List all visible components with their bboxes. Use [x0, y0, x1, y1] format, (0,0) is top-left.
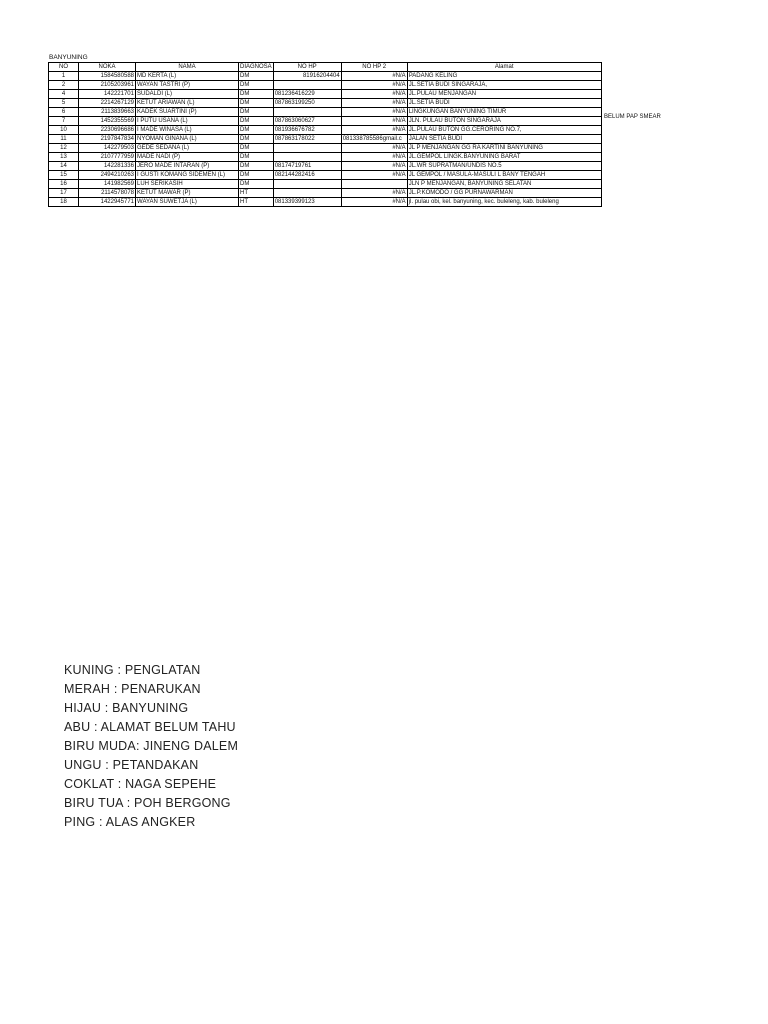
cell-hp2 — [341, 180, 407, 189]
cell-alamat: JLN P MENJANGAN, BANYUNING SELATAN — [407, 180, 601, 189]
cell-hp2: #N/A — [341, 162, 407, 171]
cell-no: 13 — [49, 153, 79, 162]
cell-diagnosa: DM — [239, 81, 274, 90]
cell-no: 12 — [49, 144, 79, 153]
cell-no: 16 — [49, 180, 79, 189]
cell-nama: MADE NADI (P) — [136, 153, 239, 162]
cell-no: 7 — [49, 117, 79, 126]
table-row — [49, 162, 602, 171]
cell-nama: KETUT MAWAR (P) — [136, 189, 239, 198]
table-row — [49, 72, 602, 81]
legend-item: COKLAT : NAGA SEPEHE — [64, 777, 217, 791]
cell-hp2: #N/A — [341, 198, 407, 207]
cell-noka: 1584580588 — [79, 72, 136, 81]
table-row — [49, 189, 602, 198]
cell-hp2: #N/A — [341, 171, 407, 180]
cell-diagnosa: DM — [239, 171, 274, 180]
cell-alamat: JL.PULAU MENJANGAN — [407, 90, 601, 99]
cell-hp2: #N/A — [341, 126, 407, 135]
legend-item: BIRU TUA : POH BERGONG — [64, 796, 231, 810]
cell-diagnosa: DM — [239, 162, 274, 171]
cell-nama: JERO MADE INTARAN (P) — [136, 162, 239, 171]
cell-noka: 2214267129 — [79, 99, 136, 108]
cell-hp2: 081338785586gmail.c — [341, 135, 407, 144]
cell-no: 2 — [49, 81, 79, 90]
table-row — [49, 144, 602, 153]
cell-alamat: JL.P.KOMODO / GG PURNAWARMAN — [407, 189, 601, 198]
legend-item: PING : ALAS ANGKER — [64, 815, 196, 829]
cell-hp2: #N/A — [341, 72, 407, 81]
cell-hp2: #N/A — [341, 189, 407, 198]
table-row — [49, 126, 602, 135]
cell-noka: 2107777959 — [79, 153, 136, 162]
color-legend — [64, 661, 238, 832]
cell-diagnosa: DM — [239, 126, 274, 135]
cell-no: 18 — [49, 198, 79, 207]
cell-diagnosa: DM — [239, 153, 274, 162]
cell-hp2: #N/A — [341, 99, 407, 108]
cell-hp: 081236416229 — [273, 90, 341, 99]
table-row — [49, 198, 602, 207]
cell-hp: 087863060627 — [273, 117, 341, 126]
cell-diagnosa: HT — [239, 198, 274, 207]
cell-diagnosa: DM — [239, 72, 274, 81]
cell-alamat: JL.PULAU BUTON GG.CERORING NO.7, — [407, 126, 601, 135]
table-row — [49, 99, 602, 108]
legend-item: UNGU : PETANDAKAN — [64, 758, 199, 772]
legend-item: ABU : ALAMAT BELUM TAHU — [64, 720, 236, 734]
cell-nama: GEDE SEDANA (L) — [136, 144, 239, 153]
cell-noka: 2105203961 — [79, 81, 136, 90]
cell-hp2: #N/A — [341, 117, 407, 126]
cell-noka: 2114578078 — [79, 189, 136, 198]
cell-hp: 081339399123 — [273, 198, 341, 207]
cell-alamat: JL.WR SUPRATMAN/UNDIS NO.5 — [407, 162, 601, 171]
legend-item: MERAH : PENARUKAN — [64, 682, 201, 696]
cell-nama: NYOMAN GINANA (L) — [136, 135, 239, 144]
cell-noka: 1422945771 — [79, 198, 136, 207]
sheet-title: BANYUNING — [49, 54, 88, 61]
table-row — [49, 171, 602, 180]
cell-alamat: jl. pulau obi, kel. banyuning, kec. buleleng, kab. buleleng — [407, 198, 601, 207]
cell-diagnosa: DM — [239, 135, 274, 144]
header-diagnosa: DIAGNOSA — [240, 64, 272, 70]
cell-nama: I MADE WINASA (L) — [136, 126, 239, 135]
cell-diagnosa: DM — [239, 180, 274, 189]
cell-diagnosa: DM — [239, 144, 274, 153]
cell-hp — [273, 81, 341, 90]
cell-nama: MD KERTA (L) — [136, 72, 239, 81]
header-no: NO — [49, 63, 79, 72]
cell-hp: 082144282416 — [273, 171, 341, 180]
cell-no: 17 — [49, 189, 79, 198]
cell-nama: SUDALDI (L) — [136, 90, 239, 99]
cell-noka: 2197847834 — [79, 135, 136, 144]
cell-no: 15 — [49, 171, 79, 180]
cell-hp2: #N/A — [341, 108, 407, 117]
cell-diagnosa: DM — [239, 99, 274, 108]
cell-no: 10 — [49, 126, 79, 135]
patient-table — [48, 62, 602, 207]
cell-no: 6 — [49, 108, 79, 117]
cell-hp2: #N/A — [341, 90, 407, 99]
table-row — [49, 108, 602, 117]
cell-diagnosa: DM — [239, 117, 274, 126]
cell-diagnosa: DM — [239, 90, 274, 99]
cell-hp — [273, 189, 341, 198]
cell-noka: 141982569 — [79, 180, 136, 189]
legend-item: BIRU MUDA: JINENG DALEM — [64, 739, 239, 753]
cell-nama: I PUTU USANA (L) — [136, 117, 239, 126]
cell-alamat: LINGKUNGAN BANYUNING TIMUR — [407, 108, 601, 117]
cell-hp — [273, 153, 341, 162]
cell-no: 11 — [49, 135, 79, 144]
header-no-hp-2: NO HP 2 — [341, 63, 407, 72]
cell-hp — [273, 108, 341, 117]
cell-no: 1 — [49, 72, 79, 81]
table-row — [49, 180, 602, 189]
cell-hp — [273, 144, 341, 153]
legend-item: HIJAU : BANYUNING — [64, 701, 189, 715]
cell-noka: 142281336 — [79, 162, 136, 171]
cell-diagnosa: HT — [239, 189, 274, 198]
cell-hp: 081936676782 — [273, 126, 341, 135]
table-row — [49, 135, 602, 144]
header-no-hp: NO HP — [273, 63, 341, 72]
cell-nama: LUH SERIKASIH — [136, 180, 239, 189]
table-row — [49, 90, 602, 99]
header-noka: NOKA — [79, 63, 136, 72]
cell-diagnosa: DM — [239, 108, 274, 117]
table-body — [49, 72, 602, 207]
header-alamat: Alamat — [407, 63, 601, 72]
cell-noka: 142279503 — [79, 144, 136, 153]
cell-alamat: JLN. PULAU BUTON SINGARAJA — [407, 117, 601, 126]
cell-noka: 1452355569 — [79, 117, 136, 126]
cell-hp2: #N/A — [341, 153, 407, 162]
cell-nama: KETUT ARIAWAN (L) — [136, 99, 239, 108]
cell-alamat: JL GEMPOL / MASULA-MASULI L BANY TENGAH — [407, 171, 601, 180]
cell-hp2: #N/A — [341, 81, 407, 90]
cell-nama: WAYAN SUWETJA (L) — [136, 198, 239, 207]
cell-nama: KADEK SUARTINI (P) — [136, 108, 239, 117]
cell-hp: 08174719761 — [273, 162, 341, 171]
cell-noka: 2494210263 — [79, 171, 136, 180]
cell-hp2: #N/A — [341, 144, 407, 153]
legend-item: KUNING : PENGLATAN — [64, 663, 201, 677]
side-note: BELUM PAP SMEAR — [604, 114, 661, 120]
cell-hp: 087863199250 — [273, 99, 341, 108]
cell-hp — [273, 180, 341, 189]
cell-no: 5 — [49, 99, 79, 108]
cell-noka: 2230696686 — [79, 126, 136, 135]
cell-nama: WAYAN TASTRI (P) — [136, 81, 239, 90]
header-nama: NAMA — [136, 63, 239, 72]
cell-nama: I GUSTI KOMANG SIDEMEN (L) — [136, 171, 239, 180]
table-row — [49, 153, 602, 162]
cell-alamat: PADANG KELING — [407, 72, 601, 81]
cell-noka: 2113839663 — [79, 108, 136, 117]
table-row — [49, 117, 602, 126]
cell-alamat: JALAN SETIA BUDI — [407, 135, 601, 144]
cell-alamat: JL P MENJANGAN GG RA KARTINI BANYUNING — [407, 144, 601, 153]
cell-hp: 81916204404 — [273, 72, 341, 81]
cell-noka: 142221701 — [79, 90, 136, 99]
cell-no: 14 — [49, 162, 79, 171]
cell-alamat: JL.SETIA BUDI SINGARAJA, — [407, 81, 601, 90]
table-row — [49, 81, 602, 90]
cell-alamat: JL.GEMPOL LINGK.BANYUNING BARAT — [407, 153, 601, 162]
cell-no: 4 — [49, 90, 79, 99]
cell-hp: 087863178022 — [273, 135, 341, 144]
cell-alamat: JL.SETIA BUDI — [407, 99, 601, 108]
table-header-row — [49, 63, 602, 72]
